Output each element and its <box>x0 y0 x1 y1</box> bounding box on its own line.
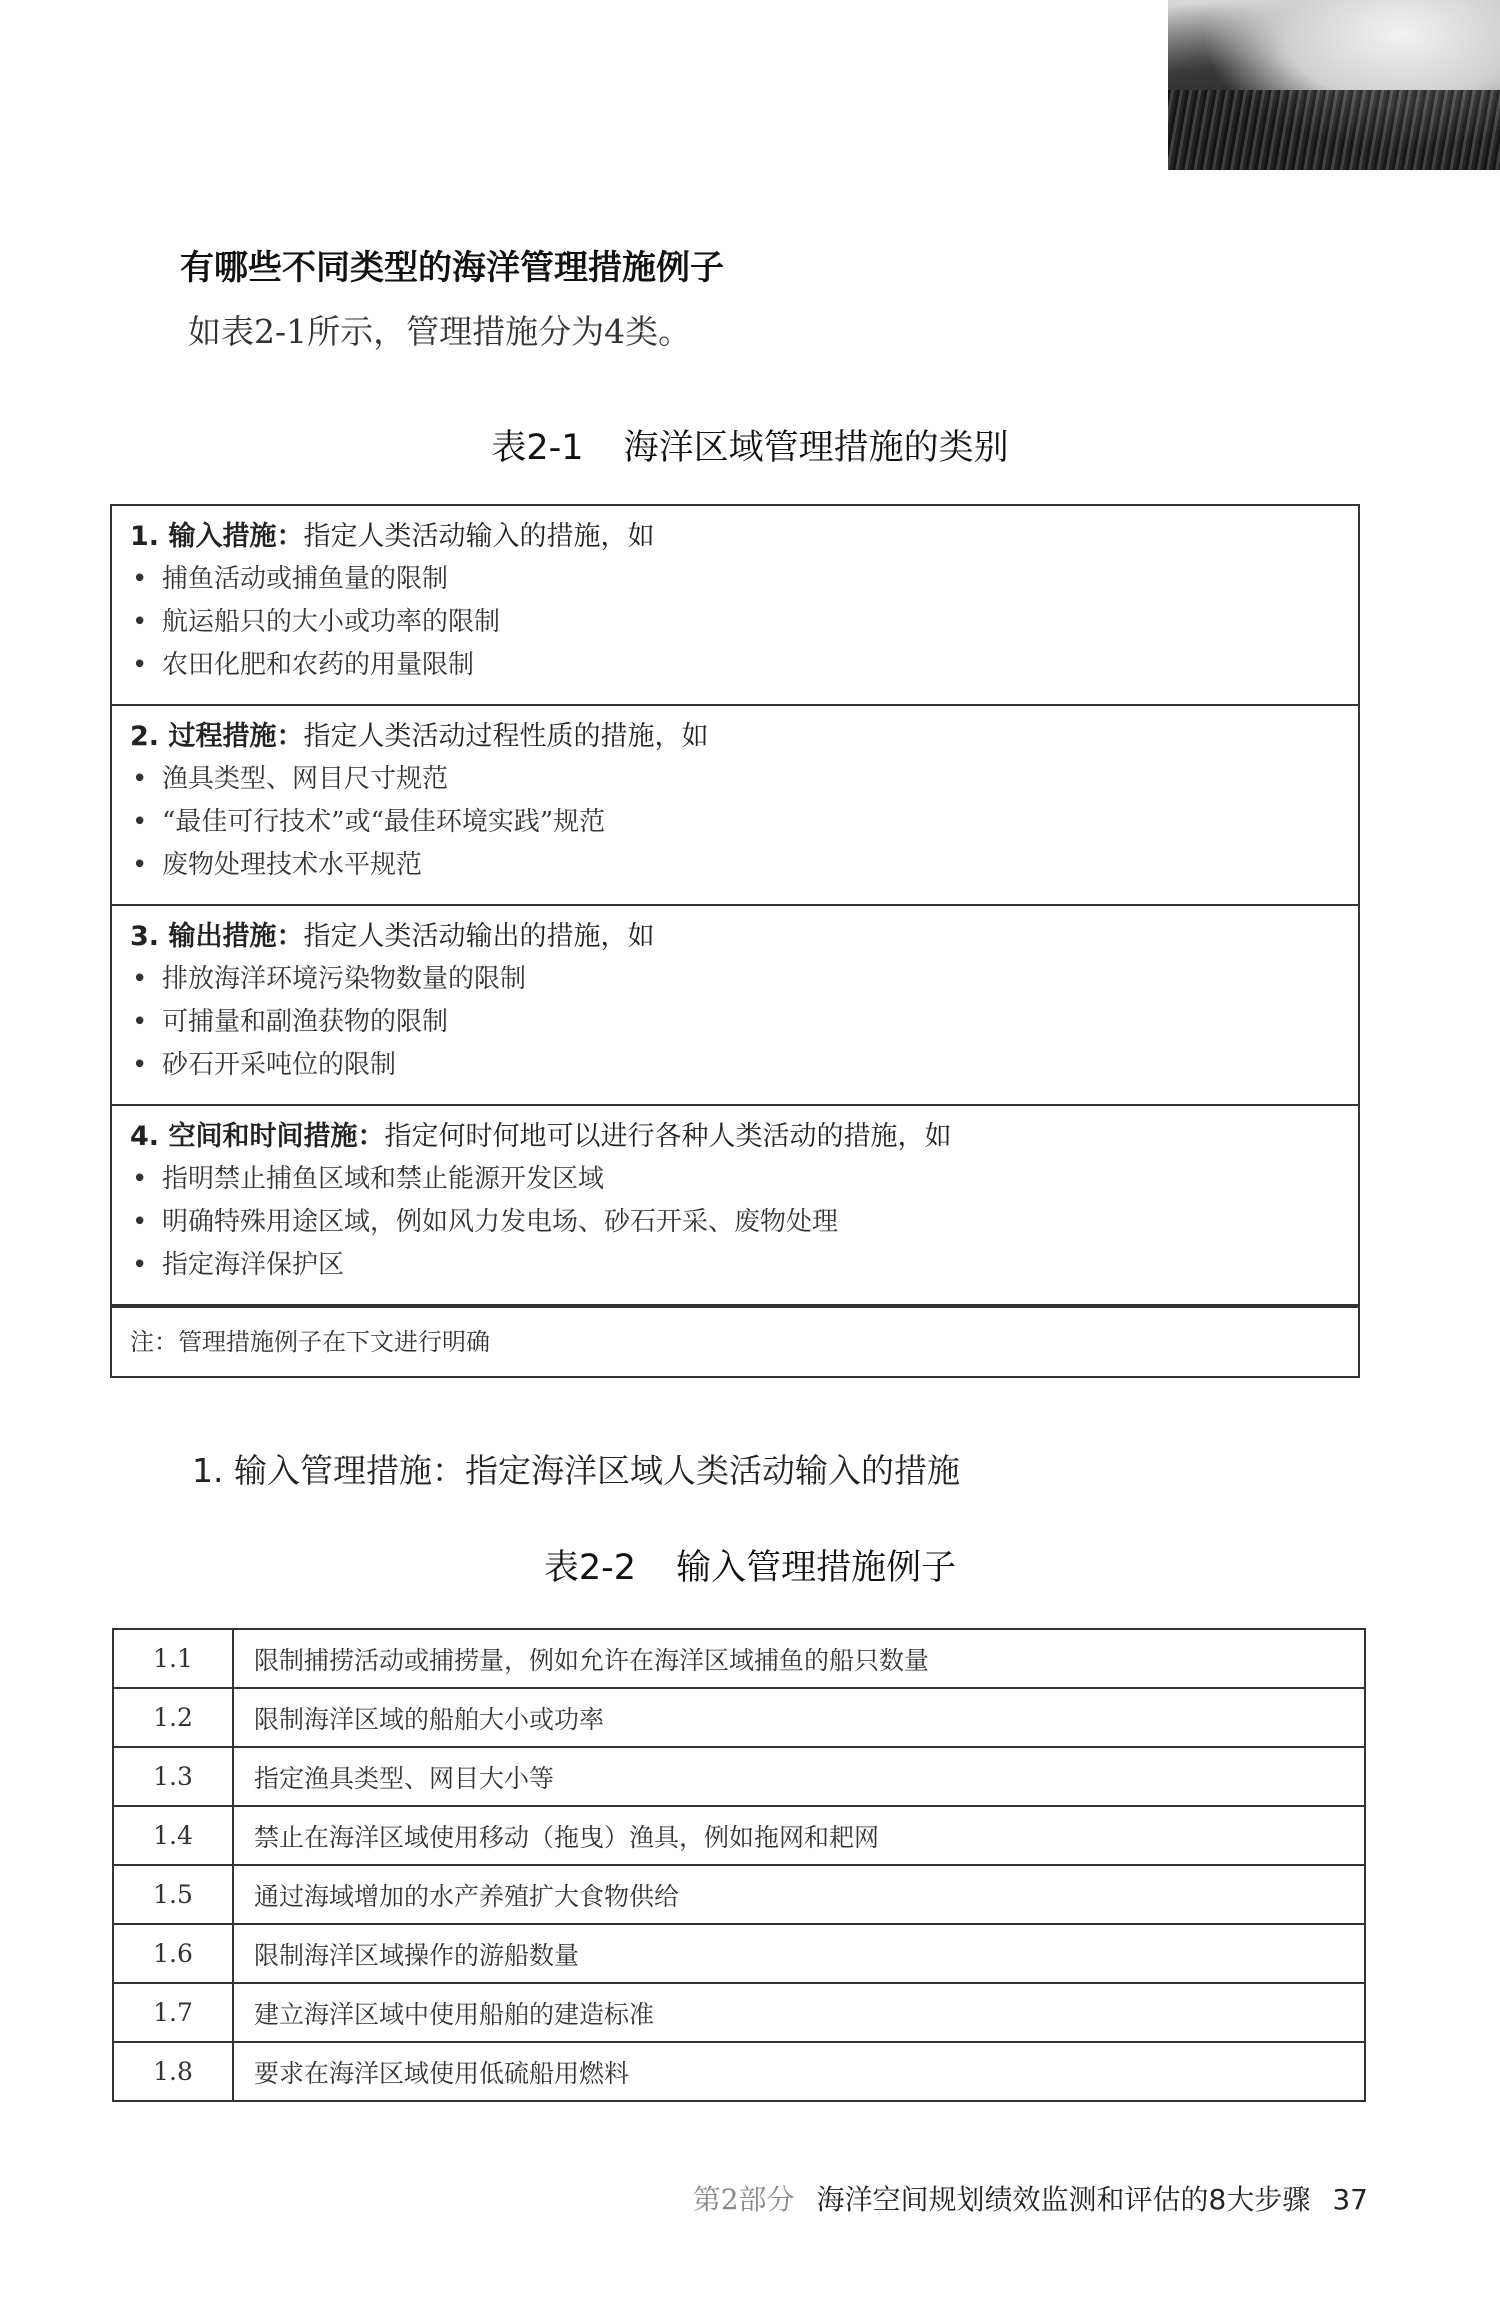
corner-photo <box>1168 0 1500 170</box>
category-item-text: 航运船只的大小或功率的限制 <box>162 607 501 637</box>
category-item: • 废物处理技术水平规范 <box>132 850 423 880</box>
category-title <box>130 516 1340 558</box>
row-text: 禁止在海洋区域使用移动（拖曳）渔具，例如拖网和耙网 <box>233 1806 1365 1865</box>
category-title <box>130 916 1340 958</box>
section-heading: 有哪些不同类型的海洋管理措施例子 <box>180 248 724 288</box>
category-desc: 指定人类活动过程性质的措施，如 <box>303 721 709 752</box>
category-desc: 指定何时何地可以进行各种人类活动的措施，如 <box>384 1121 952 1152</box>
category-item-text: 可捕量和副渔获物的限制 <box>162 1007 449 1037</box>
category-table <box>110 504 1360 1378</box>
category-desc: 指定人类活动输出的措施，如 <box>303 921 655 952</box>
category-item: • 渔具类型、网目尺寸规范 <box>132 764 449 794</box>
page-footer <box>693 2178 1368 2218</box>
row-text: 通过海域增加的水产养殖扩大食物供给 <box>233 1865 1365 1924</box>
category-item-text: 排放海洋环境污染物数量的限制 <box>162 964 527 994</box>
table-row <box>113 1924 1365 1983</box>
photo-grass <box>1168 90 1500 170</box>
subsection-desc: 指定海洋区域人类活动输入的措施 <box>464 1451 960 1490</box>
category-name: 3. 输出措施： <box>130 921 304 952</box>
category-item: • 明确特殊用途区域，例如风力发电场、砂石开采、废物处理 <box>132 1207 839 1237</box>
table-note: 注：管理措施例子在下文进行明确 <box>112 1306 1358 1376</box>
category-title <box>130 1116 1340 1158</box>
category-item: • 砂石开采吨位的限制 <box>132 1050 397 1080</box>
category-item-text: 农田化肥和农药的用量限制 <box>162 650 475 680</box>
row-number: 1.2 <box>113 1688 233 1747</box>
category-item: • 排放海洋环境污染物数量的限制 <box>132 964 527 994</box>
row-number: 1.5 <box>113 1865 233 1924</box>
category-block <box>112 1106 1358 1306</box>
category-item-text: 渔具类型、网目尺寸规范 <box>162 764 449 794</box>
row-number: 1.4 <box>113 1806 233 1865</box>
table-row <box>113 2042 1365 2101</box>
table-row <box>113 1865 1365 1924</box>
table-row <box>113 1629 1365 1688</box>
category-name: 1. 输入措施： <box>130 521 304 552</box>
category-item: • 航运船只的大小或功率的限制 <box>132 607 501 637</box>
category-block <box>112 906 1358 1106</box>
footer-part: 第2部分 <box>692 2183 795 2216</box>
table1-caption-number: 表2-1 <box>491 428 584 468</box>
category-item-text: 指明禁止捕鱼区域和禁止能源开发区域 <box>162 1164 605 1194</box>
category-item: • 可捕量和副渔获物的限制 <box>132 1007 449 1037</box>
table1-caption-title: 海洋区域管理措施的类别 <box>623 428 1009 468</box>
page-number: 37 <box>1332 2183 1368 2216</box>
row-number: 1.3 <box>113 1747 233 1806</box>
subsection-title <box>192 1445 960 1492</box>
category-item: • “最佳可行技术”或“最佳环境实践”规范 <box>132 807 606 837</box>
intro-text: 如表2-1所示，管理措施分为4类。 <box>188 312 692 351</box>
row-number: 1.6 <box>113 1924 233 1983</box>
table-row <box>113 1806 1365 1865</box>
table-row <box>113 1688 1365 1747</box>
category-item-text: 捕鱼活动或捕鱼量的限制 <box>162 564 449 594</box>
category-item: • 指明禁止捕鱼区域和禁止能源开发区域 <box>132 1164 605 1194</box>
table-row <box>113 1747 1365 1806</box>
row-text: 限制捕捞活动或捕捞量，例如允许在海洋区域捕鱼的船只数量 <box>233 1629 1365 1688</box>
category-block <box>112 706 1358 906</box>
footer-title: 海洋空间规划绩效监测和评估的8大步骤 <box>816 2183 1311 2216</box>
row-text: 要求在海洋区域使用低硫船用燃料 <box>233 2042 1365 2101</box>
category-item-text: 废物处理技术水平规范 <box>162 850 423 880</box>
table1-caption <box>0 420 1500 470</box>
table2-caption-title: 输入管理措施例子 <box>676 1548 957 1588</box>
table-row <box>113 1983 1365 2042</box>
row-text: 指定渔具类型、网目大小等 <box>233 1747 1365 1806</box>
category-item: • 捕鱼活动或捕鱼量的限制 <box>132 564 449 594</box>
table2-caption-number: 表2-2 <box>543 1548 637 1588</box>
row-text: 限制海洋区域操作的游船数量 <box>233 1924 1365 1983</box>
category-item-text: “最佳可行技术”或“最佳环境实践”规范 <box>162 807 606 837</box>
row-number: 1.1 <box>113 1629 233 1688</box>
category-title <box>130 716 1340 758</box>
category-item: • 农田化肥和农药的用量限制 <box>132 650 475 680</box>
subsection-name: 1. 输入管理措施： <box>192 1451 465 1490</box>
category-item-text: 明确特殊用途区域，例如风力发电场、砂石开采、废物处理 <box>162 1207 839 1237</box>
row-number: 1.7 <box>113 1983 233 2042</box>
category-item: • 指定海洋保护区 <box>132 1250 345 1280</box>
row-number: 1.8 <box>113 2042 233 2101</box>
category-name: 4. 空间和时间措施： <box>130 1121 385 1152</box>
category-desc: 指定人类活动输入的措施，如 <box>303 521 655 552</box>
category-block <box>112 506 1358 706</box>
category-item-text: 指定海洋保护区 <box>162 1250 345 1280</box>
table2-caption <box>0 1540 1500 1590</box>
category-name: 2. 过程措施： <box>130 721 304 752</box>
row-text: 建立海洋区域中使用船舶的建造标准 <box>233 1983 1365 2042</box>
category-item-text: 砂石开采吨位的限制 <box>162 1050 397 1080</box>
examples-table <box>112 1628 1366 2102</box>
row-text: 限制海洋区域的船舶大小或功率 <box>233 1688 1365 1747</box>
